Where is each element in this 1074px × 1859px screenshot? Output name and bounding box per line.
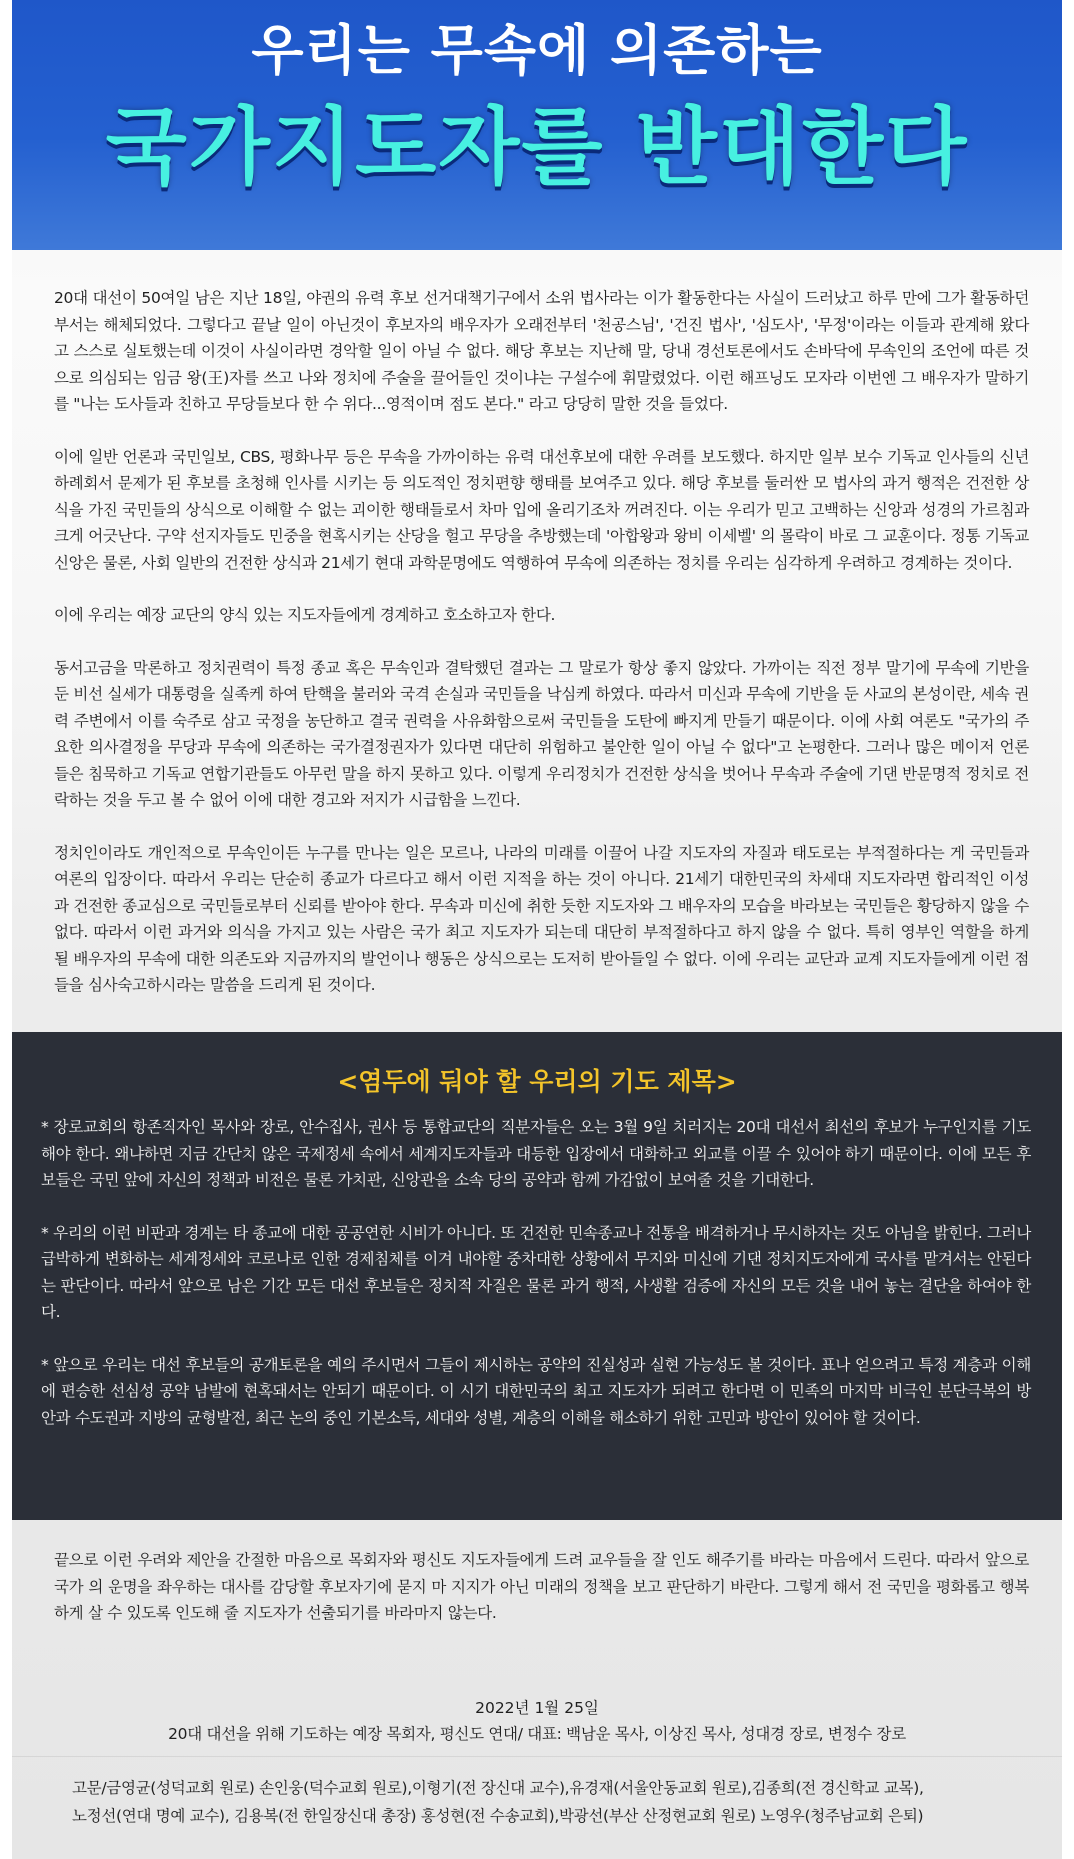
headline-line-1: 우리는 무속에 의존하는 bbox=[251, 19, 823, 82]
statement-body bbox=[54, 285, 1029, 1025]
body-paragraph: 정치인이라도 개인적으로 무속인이든 누구를 만나는 일은 모르나, 나라의 미래를 이끌어 나갈 지도자의 자질과 태도로는 부적절하다는 게 국민들과 여론의 입장이다. 따라서 우리는 단순히 종교가 다르다고 해서 이런 지적을 하는 것이 아니다. 21세기 대한민국의 차세대 지도자라면 합리적인 이성과 건전한 종교심으로 국민들로부터 신뢰를 받아야 한다. 무속과 미신에 취한 듯한 지도자와 그 배우자의 모습을 바라보는 국민들은 황당하지 않을 수 없다. 따라서 이런 과거와 의식을 가지고 있는 사람은 국가 최고 지도자가 되는데 대단히 부적절하다고 하지 않을 수 없다. 특히 영부인 역할을 하게 될 배우자의 무속에 대한 의존도와 지금까지의 발언이나 행동은 상식으로는 도저히 받아들일 수 없다. 이에 우리는 교단과 교계 지도자들에게 이런 점들을 심사숙고하시라는 말씀을 드리게 된 것이다. bbox=[54, 843, 1029, 994]
header-banner bbox=[12, 0, 1062, 250]
prayer-item: * 앞으로 우리는 대선 후보들의 공개토론을 예의 주시면서 그들이 제시하는 공약의 진실성과 실현 가능성도 볼 것이다. 표나 얻으려고 특정 계층과 이해에 편승한 선심성 공약 남발에 현혹돼서는 안되기 때문이다. 이 시기 대한민국의 최고 지도자가 되려고 한다면 이 민족의 마지막 비극인 분단극복의 방안과 수도권과 지방의 균형발전, 최근 논의 중인 기본소득, 세대와 성별, 계층의 이해을 해소하기 위한 고민과 방안이 있어야 할 것이다. bbox=[41, 1355, 1031, 1427]
signers-line: 고문/금영균(성덕교회 원로) 손인웅(덕수교회 원로),이형기(전 장신대 교수),유경재(서울안동교회 원로),김종희(전 경신학교 교목), bbox=[72, 1779, 924, 1797]
prayer-list bbox=[41, 1114, 1031, 1457]
signature-organization: 20대 대선을 위해 기도하는 예장 목회자, 평신도 연대/ 대표: 백남운 목사, 이상진 목사, 성대경 장로, 변정수 장로 bbox=[168, 1725, 906, 1743]
prayer-title: <염두에 둬야 할 우리의 기도 제목> bbox=[337, 1067, 737, 1096]
closing-text: 끝으로 이런 우려와 제안을 간절한 마음으로 목회자와 평신도 지도자들에게 드려 교우들을 잘 인도 해주기를 바라는 마음에서 드린다. 따라서 앞으로 국가 의 운명을 좌우하는 대사를 감당할 후보자기에 묻지 마 지지가 아닌 미래의 정책을 보고 판단하기 바란다. 그렇게 해서 전 국민을 평화롭고 행복하게 살 수 있도록 인도해 줄 지도자가 선출되기를 바라마지 않는다. bbox=[54, 1551, 1029, 1622]
closing-paragraph bbox=[54, 1547, 1029, 1627]
signature-date: 2022년 1월 25일 bbox=[475, 1699, 599, 1717]
body-paragraph: 이에 일반 언론과 국민일보, CBS, 평화나무 등은 무속을 가까이하는 유력 대선후보에 대한 우려를 보도했다. 하지만 일부 보수 기독교 인사들의 신년 하례회서 문제가 된 후보를 초청해 인사를 시키는 등 의도적인 정치편향 행태를 보여주고 있다. 해당 후보를 둘러싼 모 법사의 과거 행적은 건전한 상식을 가진 국민들의 상식으로 이해할 수 없는 괴이한 행태들로서 차마 입에 올리기조차 꺼려진다. 이는 우리가 믿고 고백하는 신앙과 성경의 가르침과 크게 어긋난다. 구약 선지자들도 민중을 현혹시키는 산당을 헐고 무당을 추방했는데 '아합왕과 왕비 이세벨' 의 몰락이 바로 그 교훈이다. 정통 기독교 신앙은 물론, 사회 일반의 건전한 상식과 21세기 현대 과학문명에도 역행하여 무속에 의존하는 정치를 우리는 심각하게 우려하고 경계하는 것이다. bbox=[54, 447, 1029, 572]
prayer-item: * 장로교회의 항존직자인 목사와 장로, 안수집사, 권사 등 통합교단의 직분자들은 오는 3월 9일 치러지는 20대 대선서 최선의 후보가 누구인지를 기도해야 한다. 왜냐하면 지금 간단치 않은 국제정세 속에서 세계지도자들과 대등한 입장에서 대화하고 외교를 이끌 수 있어야 하기 때문이다. 이에 모든 후보들은 국민 앞에 자신의 정책과 비전은 물론 가치관, 신앙관을 소속 당의 공약과 함께 가감없이 보여줄 것을 기대한다. bbox=[41, 1118, 1031, 1189]
prayer-panel bbox=[12, 1032, 1062, 1520]
signers-line: 노정선(연대 명예 교수), 김용복(전 한일장신대 총장) 홍성현(전 수송교회),박광선(부산 산정현교회 원로) 노영우(청주남교회 은퇴) bbox=[72, 1807, 924, 1825]
headline-line-2: 국가지도자를 반대한다 bbox=[105, 98, 969, 196]
document-frame bbox=[12, 0, 1062, 1859]
prayer-item: * 우리의 이런 비판과 경계는 타 종교에 대한 공공연한 시비가 아니다. 또 건전한 민속종교나 전통을 배격하거나 무시하자는 것도 아님을 밝힌다. 그러나 급박하게 변화하는 세계정세와 코로나로 인한 경제침체를 이겨 내야할 중차대한 상황에서 무지와 미신에 기댄 정치지도자에게 국사를 맡겨서는 안된다는 판단이다. 따라서 앞으로 남은 기간 모든 대선 후보들은 정치적 자질은 물론 과거 행적, 사생활 검증에 자신의 모든 것을 내어 놓는 결단을 하여야 한다. bbox=[41, 1223, 1031, 1321]
body-paragraph: 동서고금을 막론하고 정치권력이 특정 종교 혹은 무속인과 결탁했던 결과는 그 말로가 항상 좋지 않았다. 가까이는 직전 정부 말기에 무속에 기반을 둔 비선 실세가 대통령을 실족케 하여 탄핵을 불러와 국격 손실과 국민들을 낙심케 하였다. 따라서 미신과 무속에 기반을 둔 사교의 본성이란, 세속 권력 주변에서 이를 숙주로 삼고 국정을 농단하고 결국 권력을 사유화함으로써 국민들을 도탄에 빠지게 만들기 때문이다. 이에 사회 여론도 "국가의 주요한 의사결정을 무당과 무속에 의존하는 국가결정권자가 있다면 대단히 위험하고 불안한 일이 아닐 수 없다"고 논평한다. 그러나 많은 메이저 언론들은 침묵하고 기독교 연합기관들도 아무런 말을 하지 못하고 있다. 이렇게 우리정치가 건전한 상식을 벗어나 무속과 주술에 기댄 반문명적 정치로 전락하는 것을 두고 볼 수 없어 이에 대한 경고와 저지가 시급함을 느낀다. bbox=[54, 658, 1029, 809]
divider bbox=[12, 1756, 1062, 1757]
signers-list bbox=[72, 1774, 1022, 1830]
body-paragraph: 20대 대선이 50여일 남은 지난 18일, 야권의 유력 후보 선거대책기구에서 소위 법사라는 이가 활동한다는 사실이 드러났고 하루 만에 그가 활동하던 부서는 해체되었다. 그렇다고 끝날 일이 아닌것이 후보자의 배우자가 오래전부터 '천공스님', '건진 법사', '심도사', '무정'이라는 이들과 관계해 왔다고 스스로 실토했는데 이것이 사실이라면 경악할 일이 아닐 수 없다. 해당 후보는 지난해 말, 당내 경선토론에서도 손바닥에 무속인의 조언에 따른 것으로 의심되는 임금 왕(王)자를 쓰고 나와 정치에 주술을 끌어들인 것이냐는 구설수에 휘말렸었다. 이런 해프닝도 모자라 이번엔 그 배우자가 말하기를 "나는 도사들과 친하고 무당들보다 한 수 위다...영적이며 점도 본다." 라고 당당히 말한 것을 들었다. bbox=[54, 289, 1029, 413]
body-paragraph: 이에 우리는 예장 교단의 양식 있는 지도자들에게 경계하고 호소하고자 한다. bbox=[54, 606, 556, 624]
